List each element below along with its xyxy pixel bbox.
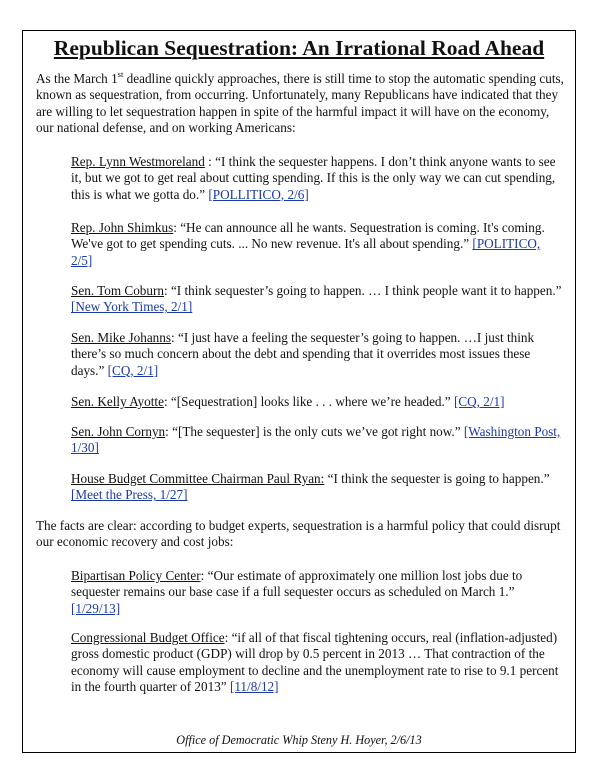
source-link[interactable]: [POLITICO, 2/5] <box>71 236 541 268</box>
intro-superscript: st <box>117 68 124 79</box>
source-link[interactable]: [New York Times, 2/1] <box>71 299 193 315</box>
quote-separator: : <box>224 630 232 645</box>
facts-paragraph: The facts are clear: according to budget experts, sequestration is a harmful policy that could disrupt our economic recovery and cost jobs: <box>36 518 561 550</box>
quote-text: “[Sequestration] looks like . . . where we’re headed.” <box>170 394 454 409</box>
source-link[interactable]: [11/8/12] <box>229 678 279 694</box>
page-title: Republican Sequestration: An Irrational Road Ahead <box>53 36 545 60</box>
quote-text: “if all of that fiscal tightening occurs, real (inflation-adjusted) gross domestic product (GDP) will drop by 0.5 percent in 2013 … That contraction of the economy will cause employment to decline and the unemployment rate to rise to 9.1 percent in the fourth quarter of 2013” <box>71 630 559 694</box>
source-link[interactable]: [CQ, 2/1] <box>453 394 505 409</box>
quote-text: “[The sequester] is the only cuts we’ve got right now.” <box>172 424 464 439</box>
quote-speaker: House Budget Committee Chairman Paul Ryan: <box>71 471 325 486</box>
source-link[interactable]: [Washington Post, 1/30] <box>71 424 561 456</box>
source-link[interactable]: [1/29/13] <box>71 600 121 616</box>
quote-separator: : <box>165 424 173 439</box>
quote-text: “I think the sequester happens. I don’t think anyone wants to see it, but we got to get real about cutting spending. If this is the only way we can cut spending, this is what we gotta do.” <box>71 154 556 202</box>
quote-ryan <box>71 471 563 504</box>
quote-speaker: Sen. Kelly Ayotte <box>71 394 164 409</box>
quote-separator: : <box>163 394 171 409</box>
quote-text: “He can announce all he wants. Sequestration is coming. It's coming. We've got to get spending cuts. ... No new revenue. It's all about spending.” <box>71 220 545 252</box>
source-link[interactable]: [CQ, 2/1] <box>107 362 159 378</box>
quote-shimkus <box>71 220 563 269</box>
quote-speaker: Congressional Budget Office <box>71 630 225 645</box>
quote-johanns <box>71 330 563 379</box>
quote-speaker: Rep. John Shimkus <box>71 220 174 235</box>
intro-text-after: deadline quickly approaches, there is still time to stop the automatic spending cuts, known as sequestration, from occurring. Unfortunately, many Republicans have indicated that they are willing to let sequestration happen in spite of the harmful impact it will have on the economy, our national defense, and on working Americans: <box>36 71 564 135</box>
quote-separator: : <box>173 220 181 235</box>
quote-text: “I think sequester’s going to happen. … I think people want it to happen.” <box>170 283 562 298</box>
quote-speaker: Bipartisan Policy Center <box>71 568 201 583</box>
quote-text: “Our estimate of approximately one million lost jobs due to sequester remains our base case if a full sequester occurs as scheduled on March 1.” <box>71 568 523 600</box>
quote-speaker: Sen. Tom Coburn <box>71 283 164 298</box>
quote-speaker: Sen. Mike Johanns <box>71 330 172 345</box>
source-link[interactable]: [POLLITICO, 2/6] <box>208 186 309 202</box>
quote-coburn <box>71 283 563 316</box>
quote-text: “I just have a feeling the sequester’s going to happen. …I just think there’s so much concern about the debt and spending that it overrides most issues these days.” <box>71 330 535 378</box>
quote-separator: : <box>204 154 216 169</box>
quote-congressional-budget-office <box>71 630 563 695</box>
quote-ayotte <box>71 394 563 410</box>
source-link[interactable]: [Meet the Press, 1/27] <box>71 487 188 503</box>
quote-cornyn <box>71 424 563 457</box>
footer-credit: Office of Democratic Whip Steny H. Hoyer, 2/6/13 <box>176 733 422 747</box>
intro-text-before: As the March 1 <box>36 71 118 86</box>
quote-separator: : <box>200 568 208 583</box>
quote-speaker: Sen. John Cornyn <box>71 424 166 439</box>
quote-text: “I think the sequester is going to happen.” <box>327 471 550 486</box>
quote-speaker: Rep. Lynn Westmoreland <box>71 154 205 169</box>
intro-paragraph <box>36 68 564 136</box>
quote-separator: : <box>171 330 178 345</box>
quote-separator: : <box>163 283 171 298</box>
quote-westmoreland <box>71 154 563 203</box>
quote-bipartisan-policy-center <box>71 568 563 617</box>
